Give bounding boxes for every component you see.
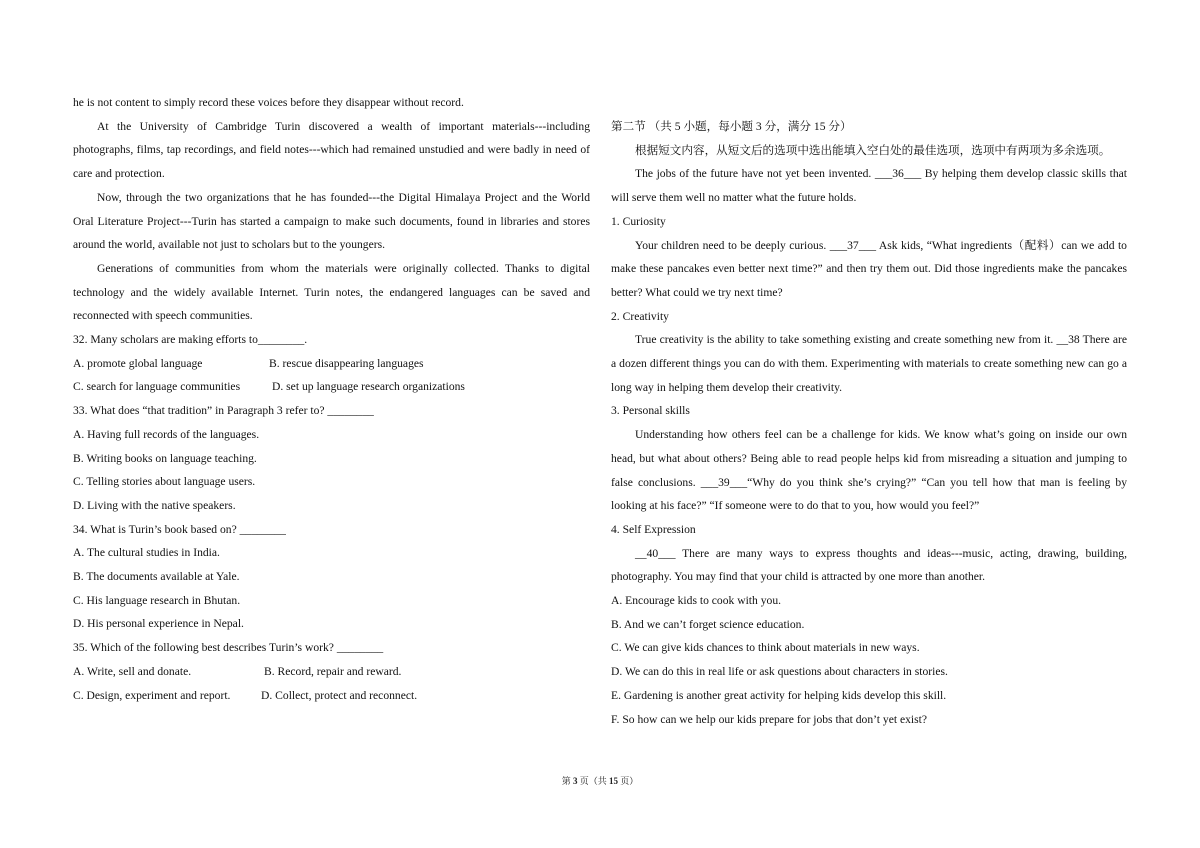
question-35-options-row1 — [73, 660, 590, 684]
passage-paragraph: Now, through the two organizations that he has founded---the Digital Himalaya Project and the World Oral Literature Project---Turin has started a campaign to make such documents, found in libraries and stores around the world, available not just to scholars but to the youngers. — [73, 190, 590, 252]
text-run: By helping them develop classic skills that will serve them well no matter what the future holds. — [611, 167, 1127, 205]
passage-paragraph: Generations of communities from whom the materials were originally collected. Thanks to digital technology and the widely available Internet. Turin notes, the endangered languages can be saved and reconnected with speech communities. — [73, 261, 590, 323]
option-b: B. rescue disappearing languages — [269, 356, 424, 370]
subheading-personal-skills: 3. Personal skills — [611, 404, 690, 418]
option-a: A. Having full records of the languages. — [73, 427, 260, 441]
creativity-paragraph — [611, 328, 1127, 399]
text-run: Your children need to be deeply curious. — [635, 238, 830, 252]
option-c: C. search for language communities — [73, 380, 241, 394]
subheading-self-expression: 4. Self Expression — [611, 522, 696, 536]
question-34: 34. What is Turin’s book based on? ________ — [73, 522, 286, 536]
option-d: D. set up language research organizations — [272, 380, 465, 394]
choice-e: E. Gardening is another great activity for helping kids develop this skill. — [611, 688, 947, 702]
choice-d: D. We can do this in real life or ask questions about characters in stories. — [611, 665, 948, 679]
option-c: C. His language research in Bhutan. — [73, 593, 241, 607]
option-d: D. His personal experience in Nepal. — [73, 617, 244, 631]
footer-text: 第 — [561, 776, 573, 786]
option-d: D. Living with the native speakers. — [73, 498, 236, 512]
option-d: D. Collect, protect and reconnect. — [261, 688, 418, 702]
self-expression-paragraph — [611, 542, 1127, 589]
blank-38: __38 — [1056, 333, 1080, 347]
left-column — [73, 91, 590, 707]
text-run: Ask kids, “What ingredients（配料）can we add to make these pancakes even better next time?” and then try them out. Did those ingredients make the pancakes better? What could we try next time? — [611, 238, 1127, 299]
personal-skills-paragraph — [611, 423, 1127, 518]
text-run: The jobs of the future have not yet been invented. — [635, 167, 875, 181]
blank-36: ___36___ — [874, 167, 922, 181]
question-35: 35. Which of the following best describes Turin’s work? ________ — [73, 641, 384, 655]
question-32-options-row2 — [73, 375, 590, 399]
option-b: B. The documents available at Yale. — [73, 570, 240, 584]
curiosity-paragraph — [611, 234, 1127, 305]
text-run: Understanding how others feel can be a challenge for kids. We know what’s going on inside our own head, but what about others? Being able to read people helps kid from misreading a situation and jumping to false conclusions. — [611, 428, 1127, 489]
option-a: A. The cultural studies in India. — [73, 546, 220, 560]
blank-39: ___39___ — [700, 475, 748, 489]
footer-text: 页） — [618, 776, 639, 786]
option-c: C. Telling stories about language users. — [73, 475, 256, 489]
passage-paragraph: At the University of Cambridge Turin discovered a wealth of important materials---including photographs, films, tap recordings, and field notes---which had remained unstudied and were badly in need of care and protection. — [73, 119, 590, 181]
option-a: A. promote global language — [73, 356, 203, 370]
blank-40: __40___ — [635, 546, 676, 560]
question-32: 32. Many scholars are making efforts to________. — [73, 333, 308, 347]
right-column — [611, 115, 1127, 731]
text-run: There are a dozen different things you can do with them. Experimenting with materials to create something new can go a long way in helping them develop their creativity. — [611, 333, 1127, 394]
subheading-curiosity: 1. Curiosity — [611, 214, 666, 228]
intro-paragraph — [611, 162, 1127, 209]
passage-paragraph: he is not content to simply record these voices before they disappear without record. — [73, 96, 464, 109]
choice-c: C. We can give kids chances to think about materials in new ways. — [611, 641, 920, 655]
section-heading: 第二节 （共 5 小题，每小题 3 分，满分 15 分） — [611, 120, 852, 133]
page-footer — [0, 774, 1200, 787]
option-b: B. Writing books on language teaching. — [73, 451, 257, 465]
option-b: B. Record, repair and reward. — [264, 664, 402, 678]
footer-text: 页（共 — [577, 776, 609, 786]
subheading-creativity: 2. Creativity — [611, 309, 669, 323]
blank-37: ___37___ — [829, 238, 877, 252]
question-33: 33. What does “that tradition” in Paragraph 3 refer to? ________ — [73, 404, 374, 418]
choice-b: B. And we can’t forget science education. — [611, 617, 805, 631]
option-a: A. Write, sell and donate. — [73, 664, 192, 678]
question-32-options-row1 — [73, 352, 590, 376]
option-c: C. Design, experiment and report. — [73, 688, 231, 702]
text-run: True creativity is the ability to take something existing and create something new from it. — [635, 333, 1057, 347]
text-run: “Why do you think she’s crying?” “Can you tell how that man is feeling by looking at his face?” “If someone were to do that to you, how would you feel?” — [611, 475, 1127, 513]
question-35-options-row2 — [73, 684, 590, 708]
choice-f: F. So how can we help our kids prepare for jobs that don’t yet exist? — [611, 712, 928, 726]
text-run: There are many ways to express thoughts and ideas---music, acting, drawing, building, photography. You may find that your child is attracted by one more than another. — [611, 546, 1127, 584]
choice-a: A. Encourage kids to cook with you. — [611, 594, 782, 608]
instructions: 根据短文内容，从短文后的选项中选出能填入空白处的最佳选项，选项中有两项为多余选项。 — [635, 143, 1111, 157]
page-number: 3 — [572, 776, 578, 786]
page-total: 15 — [609, 776, 618, 786]
